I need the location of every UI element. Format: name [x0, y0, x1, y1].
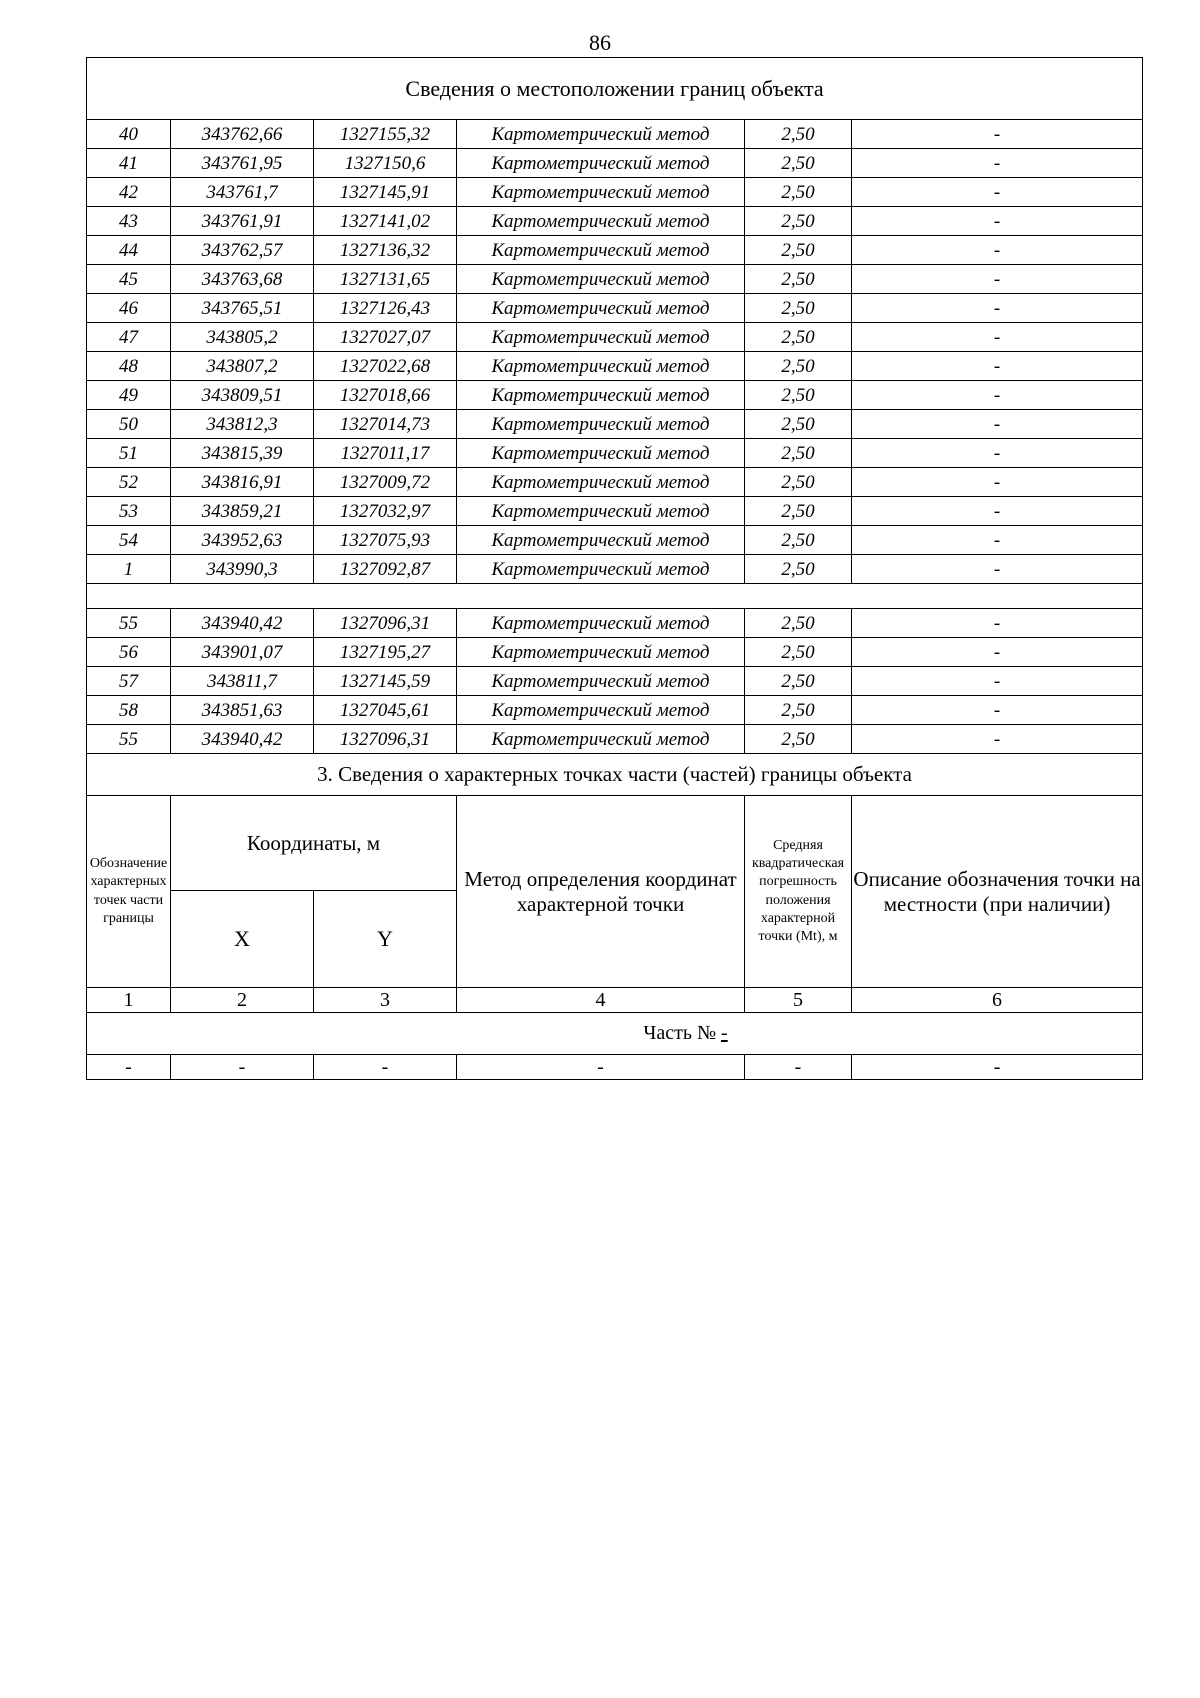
part-label: Часть № — [643, 1022, 722, 1044]
header-error: Средняя квадратическая погрешность положения характерной точки (Mt), м — [745, 796, 852, 988]
table-row — [87, 1055, 1143, 1080]
table-cell: - — [852, 149, 1143, 178]
table-cell: Картометрический метод — [457, 410, 745, 439]
table-row — [87, 381, 1143, 410]
table-cell: 2,50 — [745, 381, 852, 410]
table-row — [87, 725, 1143, 754]
table-cell: 1327009,72 — [314, 468, 457, 497]
table-cell: 343809,51 — [171, 381, 314, 410]
table-row — [87, 120, 1143, 149]
table-cell: 55 — [87, 609, 171, 638]
separator-cell — [87, 584, 1143, 609]
table-cell: - — [852, 410, 1143, 439]
table-cell: - — [852, 178, 1143, 207]
table-cell: Картометрический метод — [457, 497, 745, 526]
table-cell: - — [87, 1055, 171, 1080]
table-cell: 46 — [87, 294, 171, 323]
table-cell: 343940,42 — [171, 609, 314, 638]
table-cell: 2,50 — [745, 294, 852, 323]
table-cell: 1327126,43 — [314, 294, 457, 323]
column-number: 2 — [171, 988, 314, 1013]
table-cell: 343816,91 — [171, 468, 314, 497]
part-value: - — [721, 1022, 728, 1044]
table-cell: 2,50 — [745, 352, 852, 381]
table-cell: Картометрический метод — [457, 696, 745, 725]
table-cell: 45 — [87, 265, 171, 294]
table-cell: 56 — [87, 638, 171, 667]
table-cell: 343815,39 — [171, 439, 314, 468]
table-cell: 1327045,61 — [314, 696, 457, 725]
table-cell: - — [745, 1055, 852, 1080]
table-cell: Картометрический метод — [457, 178, 745, 207]
table-cell: 43 — [87, 207, 171, 236]
table-cell: - — [852, 352, 1143, 381]
table-cell: Картометрический метод — [457, 352, 745, 381]
table-cell: - — [852, 265, 1143, 294]
table-row — [87, 236, 1143, 265]
section3-title-row — [87, 754, 1143, 796]
table-cell: - — [852, 725, 1143, 754]
table-cell: 1327018,66 — [314, 381, 457, 410]
table-cell: 1327075,93 — [314, 526, 457, 555]
table-cell: Картометрический метод — [457, 236, 745, 265]
table-row — [87, 526, 1143, 555]
table-cell: 44 — [87, 236, 171, 265]
table-cell: 53 — [87, 497, 171, 526]
table-cell: Картометрический метод — [457, 667, 745, 696]
table-cell: - — [852, 439, 1143, 468]
table-row — [87, 696, 1143, 725]
table-cell: Картометрический метод — [457, 323, 745, 352]
table-cell: 343859,21 — [171, 497, 314, 526]
table-cell: 1327014,73 — [314, 410, 457, 439]
table-cell: 2,50 — [745, 638, 852, 667]
table-cell: 2,50 — [745, 323, 852, 352]
table-cell: 1327092,87 — [314, 555, 457, 584]
table-cell: 343761,95 — [171, 149, 314, 178]
table-cell: - — [171, 1055, 314, 1080]
table-cell: 1 — [87, 555, 171, 584]
separator-row — [87, 584, 1143, 609]
header-point-designation: Обозначение характерных точек части границы — [87, 796, 171, 988]
table-cell: 58 — [87, 696, 171, 725]
column-number: 5 — [745, 988, 852, 1013]
table-cell: - — [852, 294, 1143, 323]
table-cell: - — [457, 1055, 745, 1080]
table-cell: 1327096,31 — [314, 609, 457, 638]
header-y: Y — [314, 891, 457, 988]
table-row — [87, 468, 1143, 497]
part-cell — [87, 1013, 1143, 1055]
table-cell: 343763,68 — [171, 265, 314, 294]
table-cell: 50 — [87, 410, 171, 439]
table-cell: - — [852, 696, 1143, 725]
table-cell: 2,50 — [745, 696, 852, 725]
table-cell: 343761,91 — [171, 207, 314, 236]
table-cell: 2,50 — [745, 609, 852, 638]
table-cell: 1327027,07 — [314, 323, 457, 352]
table-cell: 343990,3 — [171, 555, 314, 584]
table-cell: 47 — [87, 323, 171, 352]
table-cell: 1327032,97 — [314, 497, 457, 526]
table-cell: - — [852, 609, 1143, 638]
table-cell: Картометрический метод — [457, 526, 745, 555]
table-cell: 343762,57 — [171, 236, 314, 265]
table-cell: 343762,66 — [171, 120, 314, 149]
table-cell: 1327096,31 — [314, 725, 457, 754]
table-cell: 1327145,59 — [314, 667, 457, 696]
table-cell: 54 — [87, 526, 171, 555]
table-row — [87, 352, 1143, 381]
table-cell: - — [852, 381, 1143, 410]
section3-header-row — [87, 796, 1143, 891]
table-row — [87, 667, 1143, 696]
table-cell: 40 — [87, 120, 171, 149]
table-cell: Картометрический метод — [457, 120, 745, 149]
table-cell: 2,50 — [745, 410, 852, 439]
table-cell: 343952,63 — [171, 526, 314, 555]
table-cell: 42 — [87, 178, 171, 207]
table-cell: - — [852, 667, 1143, 696]
table-row — [87, 149, 1143, 178]
table-cell: - — [852, 120, 1143, 149]
table-cell: 343901,07 — [171, 638, 314, 667]
boundary-table — [86, 57, 1143, 1080]
table-cell: 2,50 — [745, 667, 852, 696]
table-cell: 2,50 — [745, 149, 852, 178]
part-row — [87, 1013, 1143, 1055]
table-cell: - — [852, 1055, 1143, 1080]
table-row — [87, 265, 1143, 294]
table-title-row — [87, 58, 1143, 120]
column-number: 4 — [457, 988, 745, 1013]
table-row — [87, 609, 1143, 638]
table-cell: 2,50 — [745, 439, 852, 468]
table-cell: 2,50 — [745, 725, 852, 754]
table-cell: 2,50 — [745, 236, 852, 265]
table-cell: Картометрический метод — [457, 555, 745, 584]
table-cell: 343805,2 — [171, 323, 314, 352]
table-cell: - — [852, 497, 1143, 526]
table-cell: 2,50 — [745, 207, 852, 236]
table-cell: 343807,2 — [171, 352, 314, 381]
table-cell: 48 — [87, 352, 171, 381]
table-cell: Картометрический метод — [457, 638, 745, 667]
table-cell: Картометрический метод — [457, 468, 745, 497]
column-number: 6 — [852, 988, 1143, 1013]
table-cell: - — [852, 468, 1143, 497]
table-cell: - — [852, 323, 1143, 352]
column-number: 3 — [314, 988, 457, 1013]
table-row — [87, 497, 1143, 526]
table-cell: 1327150,6 — [314, 149, 457, 178]
table-cell: 2,50 — [745, 265, 852, 294]
table-row — [87, 555, 1143, 584]
table-cell: 1327136,32 — [314, 236, 457, 265]
table-cell: Картометрический метод — [457, 294, 745, 323]
table-cell: 343765,51 — [171, 294, 314, 323]
table-row — [87, 410, 1143, 439]
table-cell: Картометрический метод — [457, 609, 745, 638]
table-cell: - — [852, 638, 1143, 667]
table-cell: 1327131,65 — [314, 265, 457, 294]
table-cell: 343761,7 — [171, 178, 314, 207]
table-cell: 2,50 — [745, 120, 852, 149]
table-cell: - — [852, 526, 1143, 555]
header-coordinates: Координаты, м — [171, 796, 457, 891]
table-cell: 1327022,68 — [314, 352, 457, 381]
table-cell: Картометрический метод — [457, 725, 745, 754]
table-cell: 2,50 — [745, 178, 852, 207]
table-title: Сведения о местоположении границ объекта — [87, 58, 1143, 120]
table-cell: 1327141,02 — [314, 207, 457, 236]
table-cell: 1327155,32 — [314, 120, 457, 149]
header-method: Метод определения координат характерной точки — [457, 796, 745, 988]
table-cell: 1327011,17 — [314, 439, 457, 468]
table-row — [87, 178, 1143, 207]
table-cell: 57 — [87, 667, 171, 696]
table-cell: 51 — [87, 439, 171, 468]
table-cell: 343940,42 — [171, 725, 314, 754]
table-cell: Картометрический метод — [457, 149, 745, 178]
table-cell: 41 — [87, 149, 171, 178]
table-cell: 2,50 — [745, 526, 852, 555]
table-cell: 49 — [87, 381, 171, 410]
header-description: Описание обозначения точки на местности (при наличии) — [852, 796, 1143, 988]
table-cell: 343851,63 — [171, 696, 314, 725]
table-row — [87, 638, 1143, 667]
table-cell: 343812,3 — [171, 410, 314, 439]
table-row — [87, 207, 1143, 236]
table-cell: Картометрический метод — [457, 265, 745, 294]
table-cell: 55 — [87, 725, 171, 754]
table-row — [87, 294, 1143, 323]
table-cell: Картометрический метод — [457, 381, 745, 410]
table-cell: 1327195,27 — [314, 638, 457, 667]
table-cell: - — [314, 1055, 457, 1080]
column-number: 1 — [87, 988, 171, 1013]
section3-title: 3. Сведения о характерных точках части (частей) границы объекта — [87, 754, 1143, 796]
table-row — [87, 439, 1143, 468]
table-cell: 343811,7 — [171, 667, 314, 696]
table-cell: 2,50 — [745, 468, 852, 497]
table-cell: 52 — [87, 468, 171, 497]
table-cell: 2,50 — [745, 497, 852, 526]
header-x: X — [171, 891, 314, 988]
table-cell: - — [852, 555, 1143, 584]
table-cell: 2,50 — [745, 555, 852, 584]
column-number-row — [87, 988, 1143, 1013]
page-number: 86 — [589, 30, 611, 55]
table-cell: Картометрический метод — [457, 207, 745, 236]
table-row — [87, 323, 1143, 352]
table-cell: 1327145,91 — [314, 178, 457, 207]
table-cell: - — [852, 207, 1143, 236]
table-cell: - — [852, 236, 1143, 265]
table-cell: Картометрический метод — [457, 439, 745, 468]
